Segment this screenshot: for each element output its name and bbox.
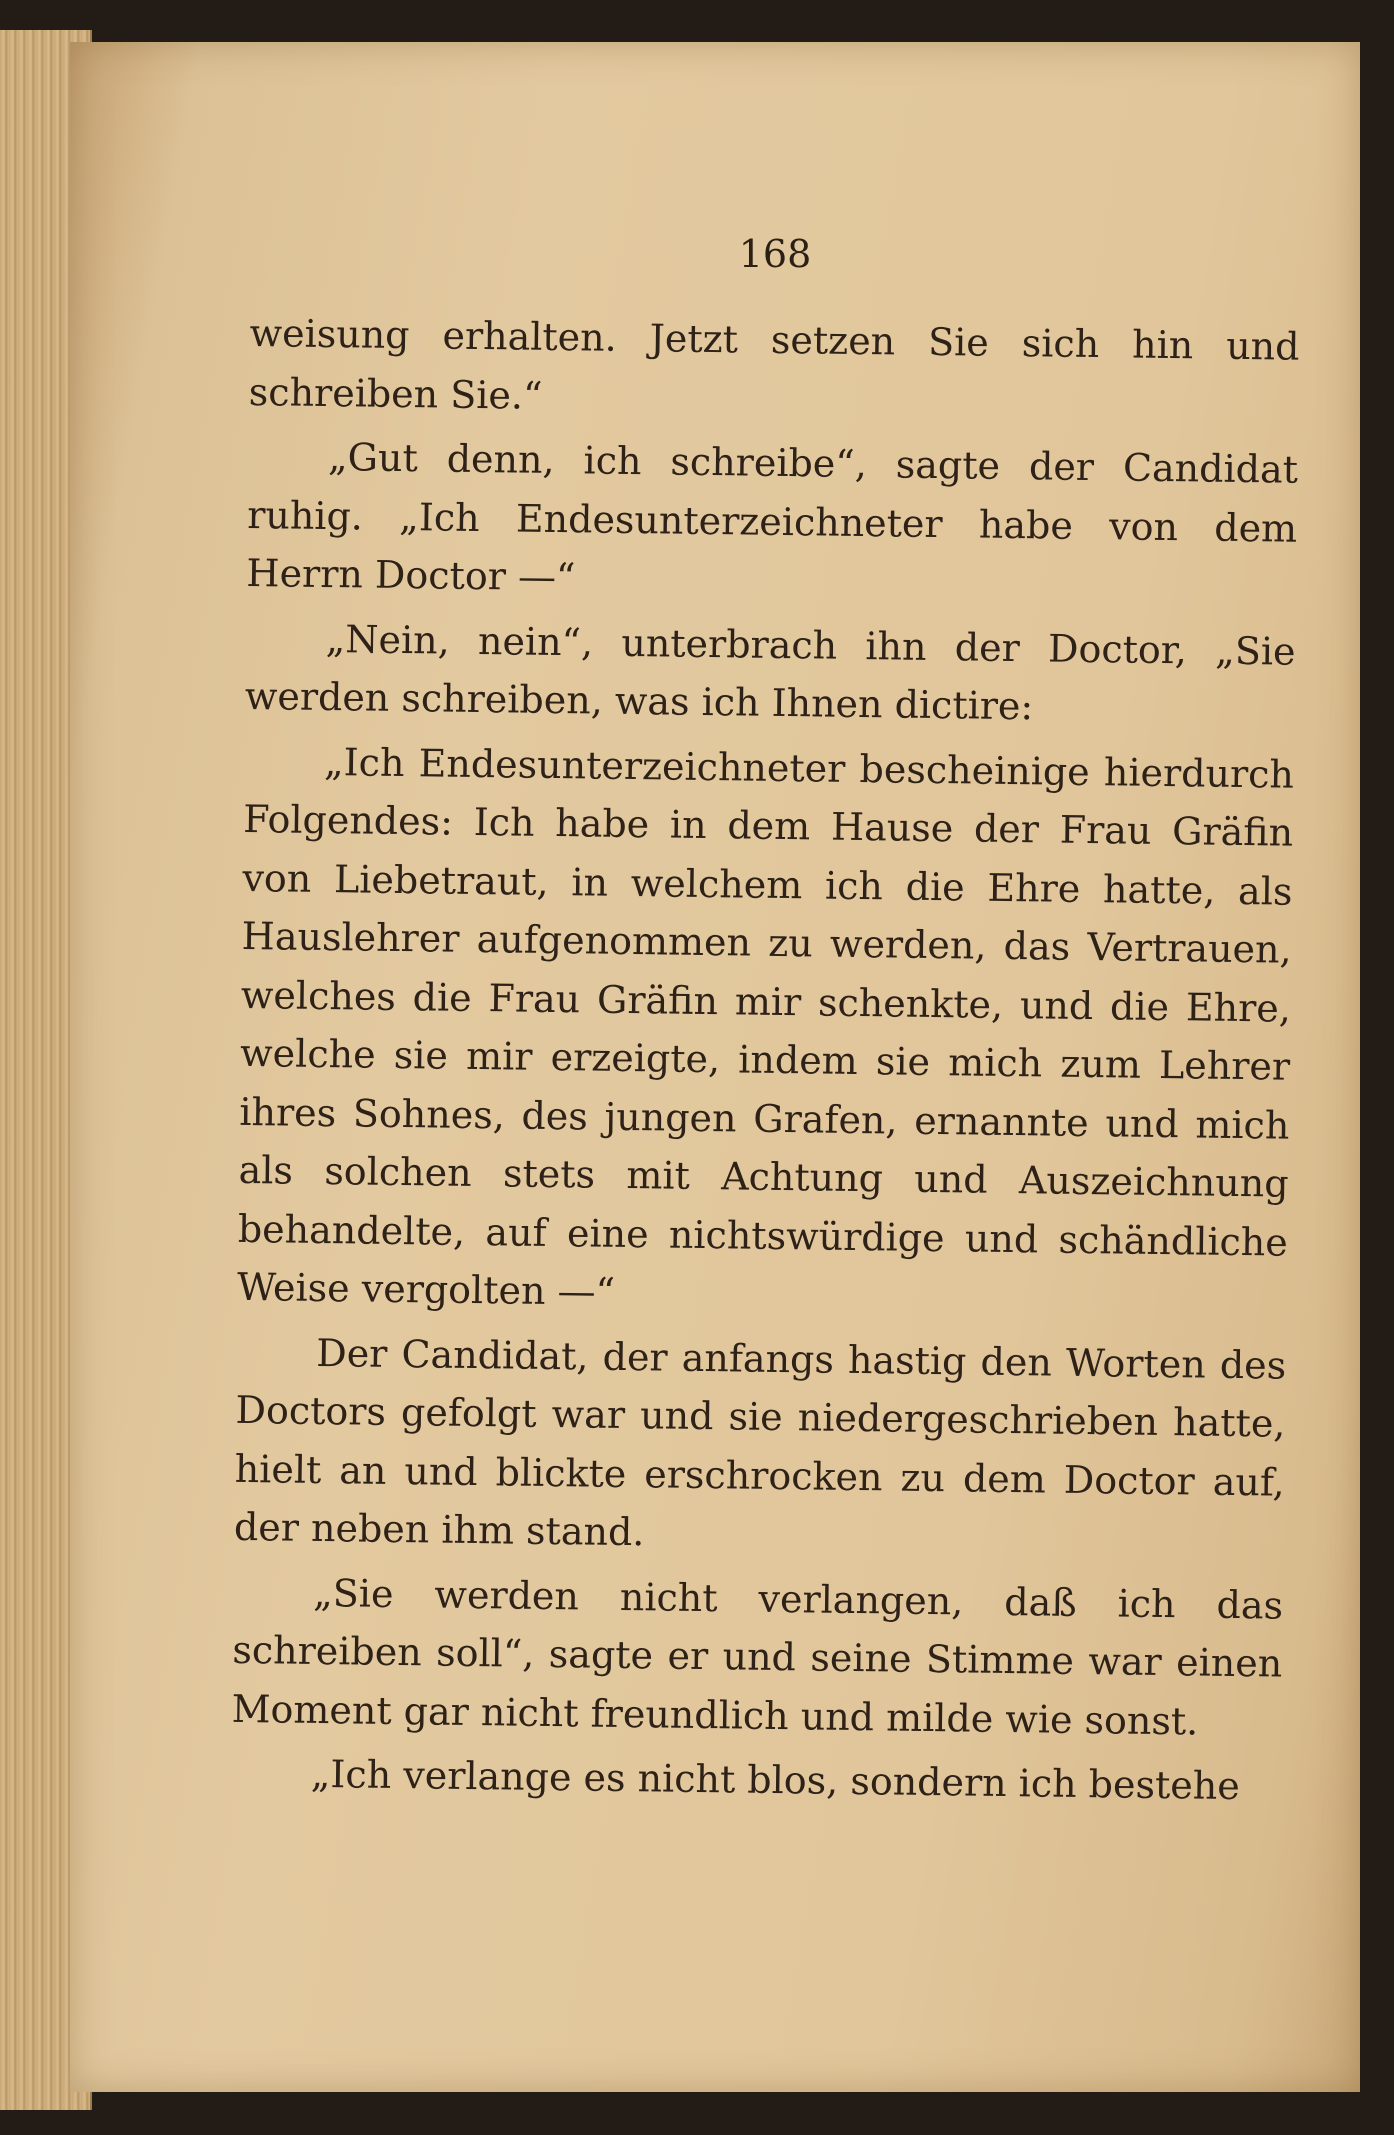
paragraph-1: weisung erhalten. Jetzt setzen Sie sich hin und schreiben Sie.“	[248, 310, 1300, 418]
paragraph-6: „Sie werden nicht verlangen, daß ich das schreiben soll“, sagte er und seine Stimme war einen Moment gar nicht freundlich und milde wie sonst.	[231, 1570, 1284, 1744]
paragraph-7: „Ich verlange es nicht blos, sondern ich bestehe	[310, 1751, 1241, 1809]
body-text	[230, 304, 1300, 1816]
book-page	[70, 42, 1360, 2092]
paragraph-4: „Ich Endesunterzeichneter bescheinige hierdurch Folgendes: Ich habe in dem Hause der Frau Gräfin von Liebetraut, in welchem ich die Ehre hatte, als Hauslehrer aufgenommen zu werden, das Vertrauen, welches die Frau Gräfin mir schenkte, und die Ehre, welche sie mir erzeigte, indem sie mich zum Lehrer ihres Sohnes, des jungen Grafen, ernannte und mich als solchen stets mit Achtung und Auszeichnung behandelte, auf eine nichtswürdige und schändliche Weise vergolten —“	[236, 739, 1295, 1314]
paragraph-2: „Gut denn, ich schreibe“, sagte der Candidat ruhig. „Ich Endesunterzeichneter habe von dem Herrn Doctor —“	[246, 435, 1299, 600]
paragraph-5: Der Candidat, der anfangs hastig den Worten des Doctors gefolgt war und sie niedergeschrieben hatte, hielt an und blickte erschrocken zu dem Doctor auf, der neben ihm stand.	[233, 1330, 1287, 1555]
paragraph-3: „Nein, nein“, unterbrach ihn der Doctor, „Sie werden schreiben, was ich Ihnen dictire:	[244, 616, 1296, 729]
page-number: 168	[738, 232, 812, 276]
